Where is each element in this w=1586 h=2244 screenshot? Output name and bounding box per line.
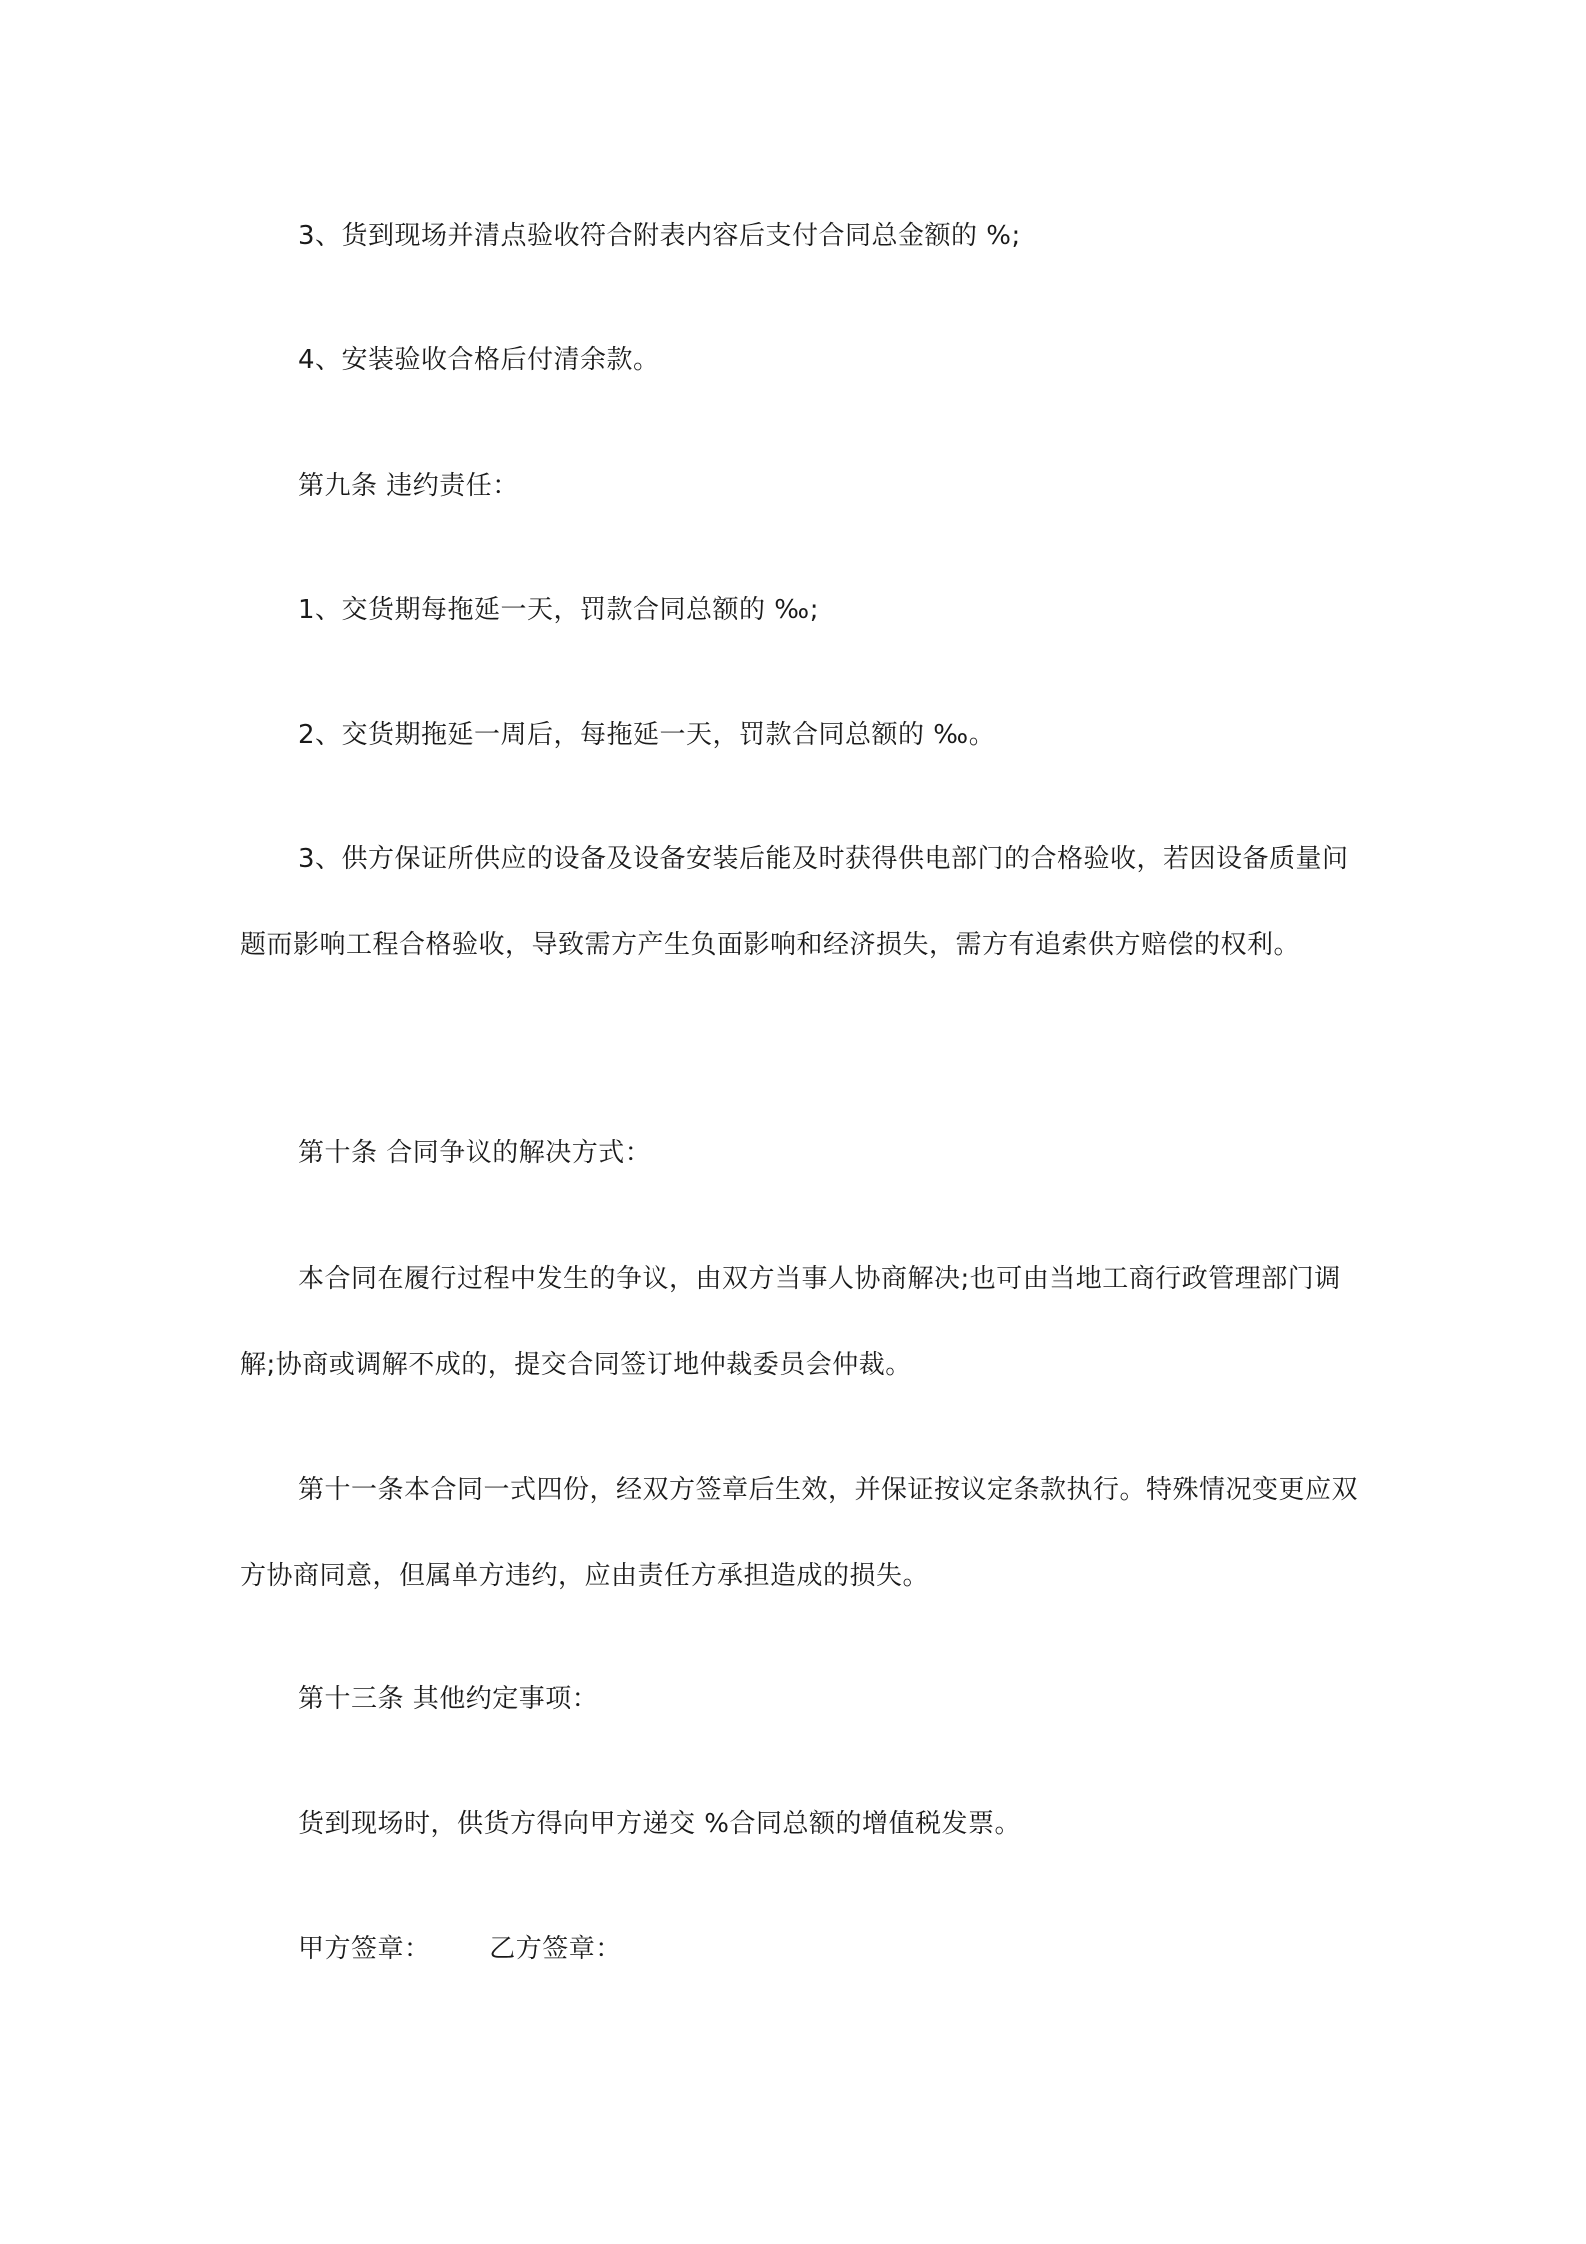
article-13-heading: 第十三条 其他约定事项： <box>298 1684 599 1714</box>
penalty-clause-3: 3、供方保证所供应的设备及设备安装后能及时获得供电部门的合格验收，若因设备质量问题而影响工程合格验收，导致需方产生负面影响和经济损失，需方有追索供方赔偿的权利。 <box>240 844 1349 960</box>
penalty-clause-1: 1、交货期每拖延一天，罚款合同总额的 ‰; <box>298 595 819 625</box>
dispute-resolution-text: 本合同在履行过程中发生的争议，由双方当事人协商解决;也可由当地工商行政管理部门调解;协商或调解不成的，提交合同签订地仲裁委员会仲裁。 <box>240 1264 1341 1380</box>
article-10-heading: 第十条 合同争议的解决方式： <box>298 1138 652 1168</box>
party-b-signature-label: 乙方签章： <box>489 1934 622 1964</box>
payment-clause-4: 4、安装验收合格后付清余款。 <box>298 345 660 375</box>
party-a-signature-label: 甲方签章： <box>298 1934 431 1964</box>
article-9-heading: 第九条 违约责任： <box>298 471 519 501</box>
payment-clause-3: 3、货到现场并清点验收符合附表内容后支付合同总金额的 %; <box>298 221 1021 251</box>
article-11-text: 第十一条本合同一式四份，经双方签章后生效，并保证按议定条款执行。特殊情况变更应双方协商同意，但属单方违约，应由责任方承担造成的损失。 <box>240 1475 1359 1591</box>
penalty-clause-2: 2、交货期拖延一周后，每拖延一天，罚款合同总额的 ‰。 <box>298 720 996 750</box>
other-terms-text: 货到现场时，供货方得向甲方递交 %合同总额的增值税发票。 <box>298 1809 1021 1839</box>
signature-line <box>298 1906 622 1992</box>
